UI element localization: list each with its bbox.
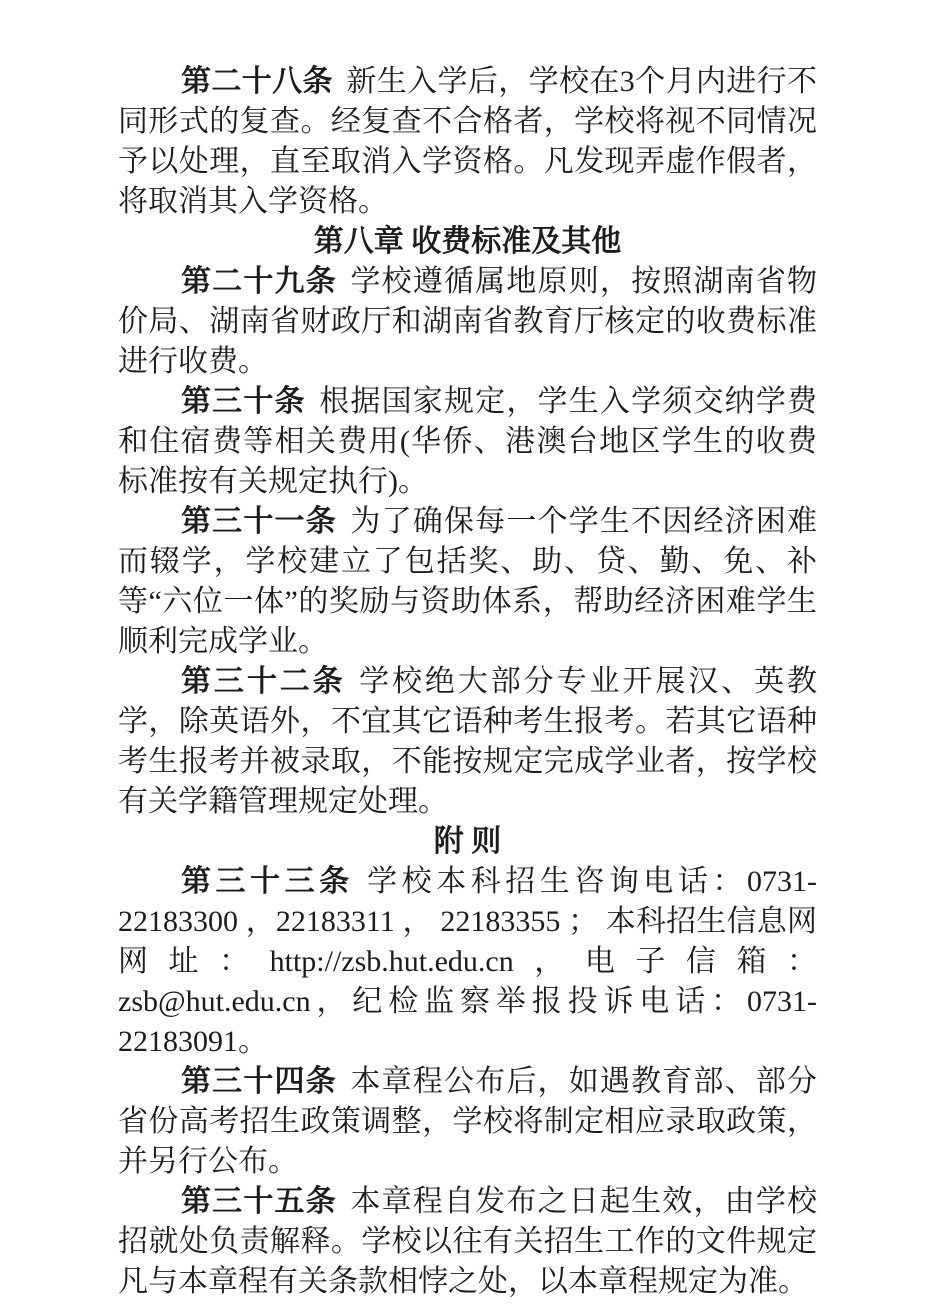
paragraph-article-32 — [118, 662, 817, 822]
chapter-8-heading: 第八章 收费标准及其他 — [313, 225, 622, 258]
article-30-text: 根据国家规定，学生入学须交纳学费和住宿费等相关费用(华侨、港澳台地区学生的收费标准按有关规定执行)。 — [118, 385, 818, 498]
paragraph-article-31 — [118, 502, 817, 662]
article-31-number: 第三十一条 — [181, 505, 337, 538]
article-35-number: 第三十五条 — [181, 1185, 337, 1218]
article-30-number: 第三十条 — [181, 385, 306, 418]
paragraph-article-33 — [118, 862, 817, 1062]
article-33-number: 第三十三条 — [181, 865, 354, 898]
article-35-text: 本章程自发布之日起生效，由学校招就处负责解释。学校以往有关招生工作的文件规定凡与本章程有关条款相悖之处，以本章程规定为准。 — [118, 1185, 818, 1298]
paragraph-article-30 — [118, 382, 817, 502]
article-32-text: 学校绝大部分专业开展汉、英教学，除英语外，不宜其它语种考生报考。若其它语种考生报考并被录取，不能按规定完成学业者，按学校有关学籍管理规定处理。 — [118, 665, 818, 818]
article-31-text: 为了确保每一个学生不因经济困难而辍学，学校建立了包括奖、助、贷、勤、免、补等“六位一体”的奖励与资助体系，帮助经济困难学生顺利完成学业。 — [118, 505, 818, 658]
article-29-text: 学校遵循属地原则，按照湖南省物价局、湖南省财政厅和湖南省教育厅核定的收费标准进行收费。 — [118, 265, 818, 378]
article-33-text: 学校本科招生咨询电话：0731-22183300 ，22183311 ， 22183355 ； 本科招生信息网网址：http://zsb.hut.edu.cn，电子信箱：zsb@hut.edu.cn，纪检监察举报投诉电话：0731-22183091。 — [118, 865, 817, 1058]
article-28-text: 新生入学后，学校在3个月内进行不同形式的复查。经复查不合格者，学校将视不同情况予以处理，直至取消入学资格。凡发现弄虚作假者，将取消其入学资格。 — [118, 65, 817, 218]
paragraph-article-28 — [118, 62, 817, 222]
article-34-text: 本章程公布后，如遇教育部、部分省份高考招生政策调整，学校将制定相应录取政策，并另行公布。 — [118, 1065, 818, 1178]
article-29-number: 第二十九条 — [181, 265, 337, 298]
paragraph-article-29 — [118, 262, 817, 382]
appendix-heading: 附 则 — [433, 825, 502, 858]
paragraph-article-35 — [118, 1182, 817, 1302]
article-34-number: 第三十四条 — [181, 1065, 337, 1098]
paragraph-article-34 — [118, 1062, 817, 1182]
article-28-number: 第二十八条 — [181, 65, 333, 98]
article-32-number: 第三十二条 — [181, 665, 346, 698]
